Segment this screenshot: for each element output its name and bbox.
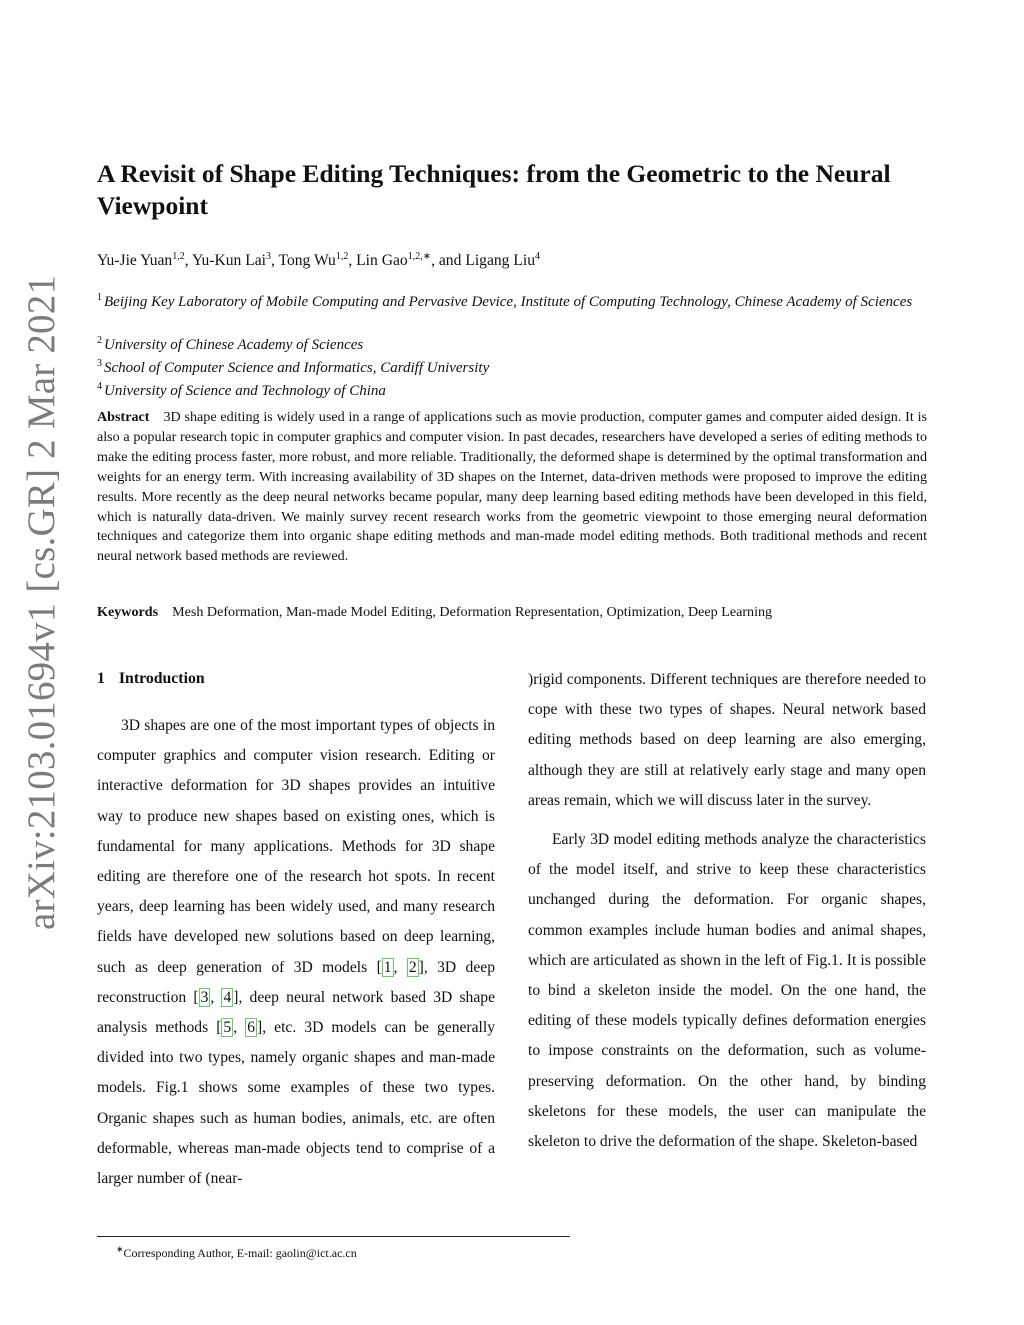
citation-link[interactable]: 3 <box>200 988 209 1006</box>
affiliation-number: 4 <box>97 381 102 392</box>
paragraph-text: , 3D deep reconstruction <box>97 958 495 1006</box>
author-name: Ligang Liu <box>465 252 536 269</box>
citation-link[interactable]: 5 <box>223 1019 232 1037</box>
citation-link[interactable]: 1 <box>383 958 392 976</box>
affiliation-text: Beijing Key Laboratory of Mobile Computing and Pervasive Device, Institute of Computing Technology, Chinese Academy of Sciences <box>104 294 913 310</box>
right-column <box>528 665 926 1157</box>
author-list: Yu-Jie Yuan$^{1,2}$, Yu-Kun Lai$^3$, Tong Wu$^{1,2}$, Lin Gao$^{1,2,∗}$, and Ligang Liu$^4$ <box>97 250 541 269</box>
author-name: Yu-Jie Yuan <box>97 252 173 269</box>
section-number: 1 <box>97 670 105 687</box>
section-title: Introduction <box>118 670 205 687</box>
keywords-label: Keywords <box>97 604 159 620</box>
author-affil-mark: 1,2 <box>335 250 349 262</box>
footnote <box>116 1246 357 1261</box>
author-affil-mark: 1,2,∗ <box>407 250 432 262</box>
footnote-divider <box>97 1236 570 1237</box>
affiliation-text: University of Science and Technology of China <box>104 383 386 399</box>
paragraph-text: , deep neural network based 3D shape analysis methods <box>97 988 495 1037</box>
affiliation-text: University of Chinese Academy of Sciences <box>104 337 364 353</box>
author-name: Tong Wu <box>278 252 336 269</box>
keywords <box>97 602 927 622</box>
author-affil-mark: 4 <box>535 250 541 262</box>
author-name: Lin Gao <box>356 252 408 269</box>
keywords-text: Mesh Deformation, Man-made Model Editing, Deformation Representation, Optimization, Deep Learning <box>172 604 773 620</box>
citation-link[interactable]: 6 <box>247 1019 255 1037</box>
intro-paragraph: 3D shapes are one of the most important types of objects in computer graphics and computer vision research. Editing or interactive deformation for 3D shapes provides an intuitive way to produce new shapes based on existing ones, which is fundamental for many applications. Methods for 3D shape editing are therefore one of the research hot spots. In recent years, deep learning has been widely used, and many research fields have developed new solutions based on deep learning, such as deep generation of 3D models [ 1 , 2 ], 3D deep reconstruction [ 3 , 4 ], deep neural network based 3D shape analysis methods [ 5 , 6 ], etc. 3D models can be generally divided into two types, namely organic shapes and man-made models. Fig.1 shows some examples of these two types. Organic shapes such as human bodies, animals, etc. are often deformable, whereas man-made objects tend to comprise of a larger number of (near- <box>97 717 496 1188</box>
abstract <box>97 408 927 567</box>
affiliation-number: 2 <box>97 335 102 346</box>
affiliation <box>97 359 937 379</box>
author-name: Yu-Kun Lai <box>191 252 266 269</box>
affiliation <box>97 336 937 356</box>
author-affil-mark: 3 <box>266 250 271 262</box>
paper-title: A Revisit of Shape Editing Techniques: from the Geometric to the Neural Viewpoint <box>97 159 891 220</box>
affiliation <box>97 382 937 402</box>
paragraph-text: 3D shapes are one of the most important types of objects in computer graphics and computer vision research. Editing or interactive deformation for 3D shapes provides an intuitive way to produce new shapes based on existing ones, which is fundamental for many applications. Methods for 3D shape editing are therefore one of the research hot spots. In recent years, deep learning has been widely used, and many research fields have developed new solutions based on deep learning, such as deep generation of 3D models <box>97 717 495 976</box>
affiliation-number: 1 <box>97 292 102 303</box>
footnote-mark: ∗ <box>116 1244 124 1254</box>
section-heading <box>97 670 205 688</box>
arxiv-identifier: arXiv:2103.01694v1 [cs.GR] 2 Mar 2021 <box>20 274 63 930</box>
left-column <box>97 711 495 1194</box>
author-affil-mark: 1,2 <box>172 250 185 262</box>
intro-paragraph: Early 3D model editing methods analyze the characteristics of the model itself, and strive to keep these characteristics unchanged during the deformation. For organic shapes, common examples include human bodies and animal shapes, which are articulated as shown in the left of Fig.1. It is possible to bind a skeleton inside the model. On the one hand, the editing of these models typically defines deformation energies to impose constraints on the deformation, such as volume-preserving deformation. On the other hand, by binding skeletons for these models, the user can manipulate the skeleton to drive the deformation of the shape. Skeleton-based <box>528 831 926 1151</box>
abstract-label: Abstract <box>97 409 150 425</box>
affiliation <box>97 293 937 313</box>
abstract-text: 3D shape editing is widely used in a range of applications such as movie production, computer games and computer aided design. It is also a popular research topic in computer graphics and computer vision. In past decades, researchers have developed a series of editing methods to make the editing process faster, more robust, and more reliable. Traditionally, the deformed shape is determined by the optimal transformation and weights for an energy term. With increasing availability of 3D shapes on the Internet, data-driven methods were proposed to improve the editing results. More recently as the deep neural networks became popular, many deep learning based editing methods have been developed in this field, which is naturally data-driven. We mainly survey recent research works from the geometric viewpoint to those emerging neural deformation techniques and categorize them into organic shape editing methods and man-made model editing methods. Both traditional methods and recent neural network based methods are reviewed. <box>97 409 927 565</box>
affiliation-text: School of Computer Science and Informatics, Cardiff University <box>104 360 490 376</box>
paragraph-text: , etc. 3D models can be generally divided into two types, namely organic shapes and man-made models. Fig.1 shows some examples of these two types. Organic shapes such as human bodies, animals, etc. are often deformable, whereas man-made objects tend to comprise of a larger number of (near- <box>97 1019 496 1188</box>
footnote-text: Corresponding Author, E-mail: gaolin@ict.ac.cn <box>123 1246 357 1260</box>
affiliation-number: 3 <box>97 358 102 369</box>
intro-paragraph: )rigid components. Different techniques are therefore needed to cope with these two types of shapes. Neural network based editing methods based on deep learning are also emerging, although they are still at relatively early stage and many open areas remain, which we will discuss later in the survey. <box>528 671 926 809</box>
citation-link[interactable]: 2 <box>408 958 417 976</box>
citation-link[interactable]: 4 <box>223 988 232 1006</box>
